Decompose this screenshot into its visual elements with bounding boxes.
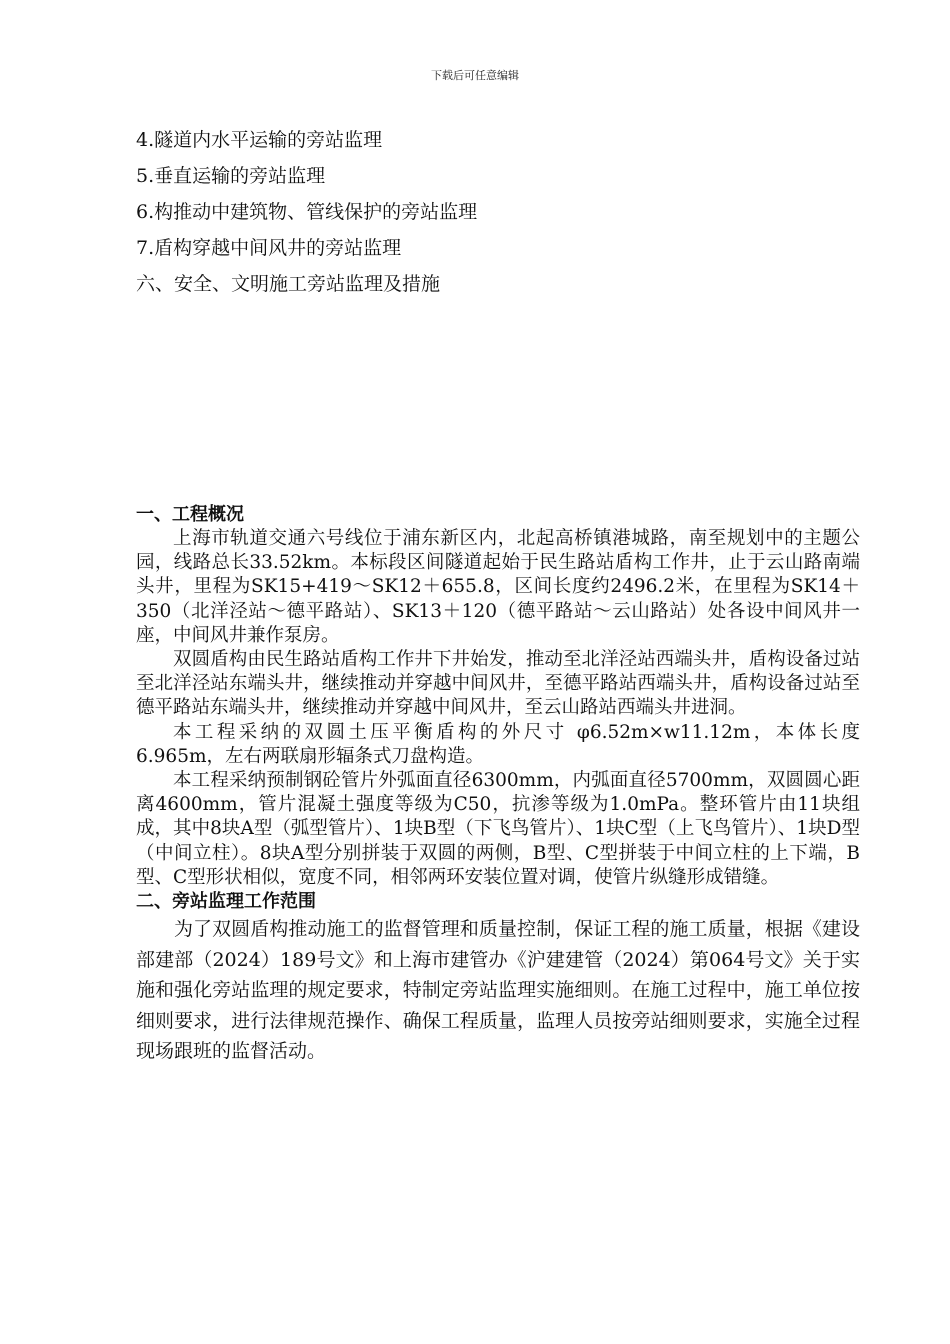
toc-item: 5.垂直运输的旁站监理: [136, 165, 326, 187]
paragraph: 本工程采纳预制钢砼管片外弧面直径6300mm，内弧面直径5700mm，双圆圆心距离4600mm，管片混凝土强度等级为C50，抗渗等级为1.0mPa。整环管片由11块组成，其中8块A型（弧型管片）、1块B型（下飞鸟管片）、1块C型（上飞鸟管片）、1块D型（中间立柱）。8块A型分别拼装于双圆的两侧，B型、C型拼装于中间立柱的上下端，B型、C型形状相似，宽度不同，相邻两环安装位置对调，使管片纵缝形成错缝。: [136, 770, 860, 888]
toc-item: 六、安全、文明施工旁站监理及措施: [136, 273, 441, 295]
toc-item: 6.构推动中建筑物、管线保护的旁站监理: [136, 201, 478, 223]
section-heading-scope: 二、旁站监理工作范围: [136, 891, 316, 913]
document-body: [136, 503, 860, 1067]
paragraph: 本工程采纳的双圆土压平衡盾构的外尺寸 φ6.52m×w11.12m，本体长度6.965m，左右两联扇形辐条式刀盘构造。: [136, 721, 860, 767]
table-of-contents: [136, 122, 836, 302]
paragraph: 双圆盾构由民生路站盾构工作井下井始发，推动至北洋泾站西端头井，盾构设备过站至北洋泾站东端头井，继续推动并穿越中间风井，至德平路站西端头井，盾构设备过站至德平路站东端头井，继续推动并穿越中间风井，至云山路站西端头井进洞。: [136, 649, 860, 719]
section-heading-overview: 一、工程概况: [136, 504, 244, 525]
toc-item: 4.隧道内水平运输的旁站监理: [136, 129, 383, 151]
page-header: 下载后可任意编辑: [431, 69, 519, 82]
toc-item: 7.盾构穿越中间风井的旁站监理: [136, 237, 402, 259]
paragraph: 为了双圆盾构推动施工的监督管理和质量控制，保证工程的施工质量，根据《建设部建部（2024）189号文》和上海市建管办《沪建建管（2024）第064号文》关于实施和强化旁站监理的规定要求，特制定旁站监理实施细则。在施工过程中，施工单位按细则要求，进行法律规范操作、确保工程质量，监理人员按旁站细则要求，实施全过程现场跟班的监督活动。: [136, 918, 860, 1063]
paragraph: 上海市轨道交通六号线位于浦东新区内，北起高桥镇港城路，南至规划中的主题公园，线路总长33.52km。本标段区间隧道起始于民生路站盾构工作井，止于云山路南端头井，里程为SK15+419～SK12＋655.8，区间长度约2496.2米，在里程为SK14＋350（北洋泾站～德平路站）、SK13＋120（德平路站～云山路站）处各设中间风井一座，中间风井兼作泵房。: [136, 528, 860, 646]
